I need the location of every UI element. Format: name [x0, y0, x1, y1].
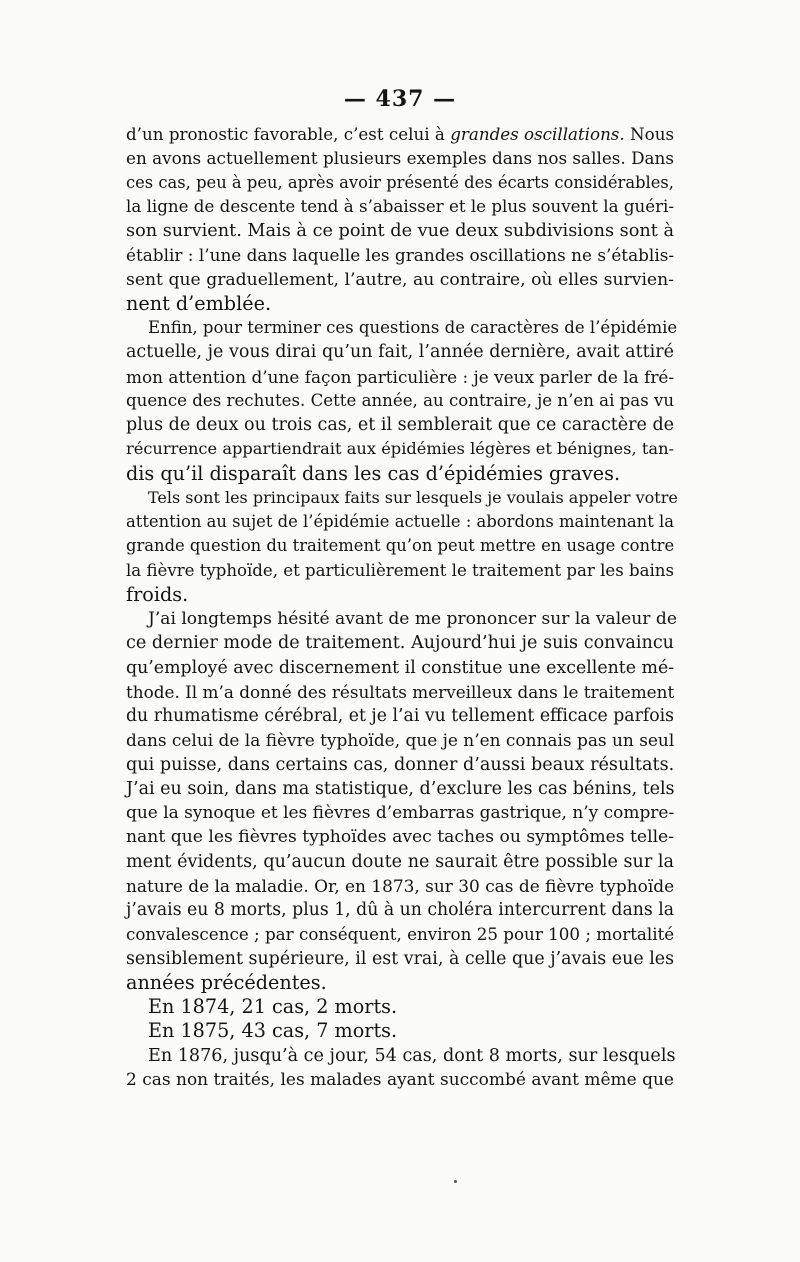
text-line: années précédentes. [126, 970, 327, 994]
text-line: quence des rechutes. Cette année, au contraire, je n’en ai pas vu [126, 390, 675, 410]
text-line: En 1874, 21 cas, 2 morts. [148, 995, 398, 1018]
text-line: 2 cas non traités, les malades ayant succombé avant même que [126, 1069, 674, 1090]
text-line: plus de deux ou trois cas, et il semblerait que ce caractère de [126, 415, 674, 435]
text-line: ces cas, peu à peu, après avoir présenté des écarts considérables, [126, 172, 674, 192]
body-text [126, 122, 678, 1092]
text-line: en avons actuellement plusieurs exemples dans nos salles. Dans [126, 148, 674, 169]
text-line: la ligne de descente tend à s’abaisser et le plus souvent la guéri- [126, 196, 674, 216]
text-line: nant que les fièvres typhoïdes avec taches ou symptômes telle- [126, 827, 674, 848]
text-segment: d’un pronostic favorable, c’est celui à [126, 124, 451, 144]
text-line: que la synoque et les fièvres d’embarras gastrique, n’y compre- [126, 803, 675, 823]
text-line: grande question du traitement qu’on peut mettre en usage contre [126, 536, 675, 556]
text-line: En 1875, 43 cas, 7 morts. [148, 1019, 398, 1043]
text-line: du rhumatisme cérébral, et je l’ai vu tellement efficace parfois [126, 706, 674, 726]
text-line: récurrence appartiendrait aux épidémies légères et bénignes, tan- [126, 439, 674, 459]
text-line: son survient. Mais à ce point de vue deux subdivisions sont à [126, 221, 674, 241]
text-line: sent que graduellement, l’autre, au contraire, où elles survien- [126, 269, 674, 290]
text-line: nent d’emblée. [126, 291, 272, 315]
text-line: J’ai eu soin, dans ma statistique, d’exclure les cas bénins, tels [126, 778, 675, 799]
page-number: — 437 — [343, 86, 457, 112]
text-line: froids. [126, 582, 189, 606]
text-line: la fièvre typhoïde, et particulièrement le traitement par les bains [126, 560, 674, 580]
text-line: attention au sujet de l’épidémie actuelle : abordons maintenant la [126, 512, 674, 531]
text-line: Tels sont les principaux faits sur lesquels je voulais appeler votre [148, 487, 678, 507]
text-line: établir : l’une dans laquelle les grandes oscillations ne s’établis- [126, 245, 675, 266]
text-line: En 1876, jusqu’à ce jour, 54 cas, dont 8 morts, sur lesquels [148, 1045, 676, 1066]
text-line: mon attention d’une façon particulière : je veux parler de la fré- [126, 366, 675, 387]
text-line: j’avais eu 8 morts, plus 1, dû à un choléra intercurrent dans la [126, 900, 675, 920]
text-line: qu’employé avec discernement il constitue une excellente mé- [126, 657, 675, 678]
ink-speck [454, 1180, 457, 1183]
text-line: ce dernier mode de traitement. Aujourd’hui je suis convaincu [126, 633, 674, 654]
text-line: J’ai longtemps hésité avant de me prononcer sur la valeur de [148, 609, 677, 629]
text-line: thode. Il m’a donné des résultats merveilleux dans le traitement [126, 681, 675, 702]
text-line [126, 122, 674, 146]
text-line: ment évidents, qu’aucun doute ne saurait être possible sur la [126, 851, 674, 872]
text-segment: Nous [624, 124, 675, 144]
text-line: qui puisse, dans certains cas, donner d’aussi beaux résultats. [126, 754, 675, 775]
text-line: actuelle, je vous dirai qu’un fait, l’année dernière, avait attiré [126, 342, 674, 363]
text-line: convalescence ; par conséquent, environ 25 pour 100 ; mortalité [126, 924, 675, 945]
text-line: sensiblement supérieure, il est vrai, à celle que j’avais eue les [126, 948, 674, 969]
italic-emphasis: grandes oscillations. [450, 124, 625, 144]
text-line: dans celui de la fièvre typhoïde, que je n’en connais pas un seul [126, 730, 675, 751]
text-line: Enfin, pour terminer ces questions de caractères de l’épidémie [148, 318, 678, 337]
text-line: dis qu’il disparaît dans les cas d’épidémies graves. [126, 461, 621, 485]
text-line: nature de la maladie. Or, en 1873, sur 30 cas de fièvre typhoïde [126, 875, 675, 896]
